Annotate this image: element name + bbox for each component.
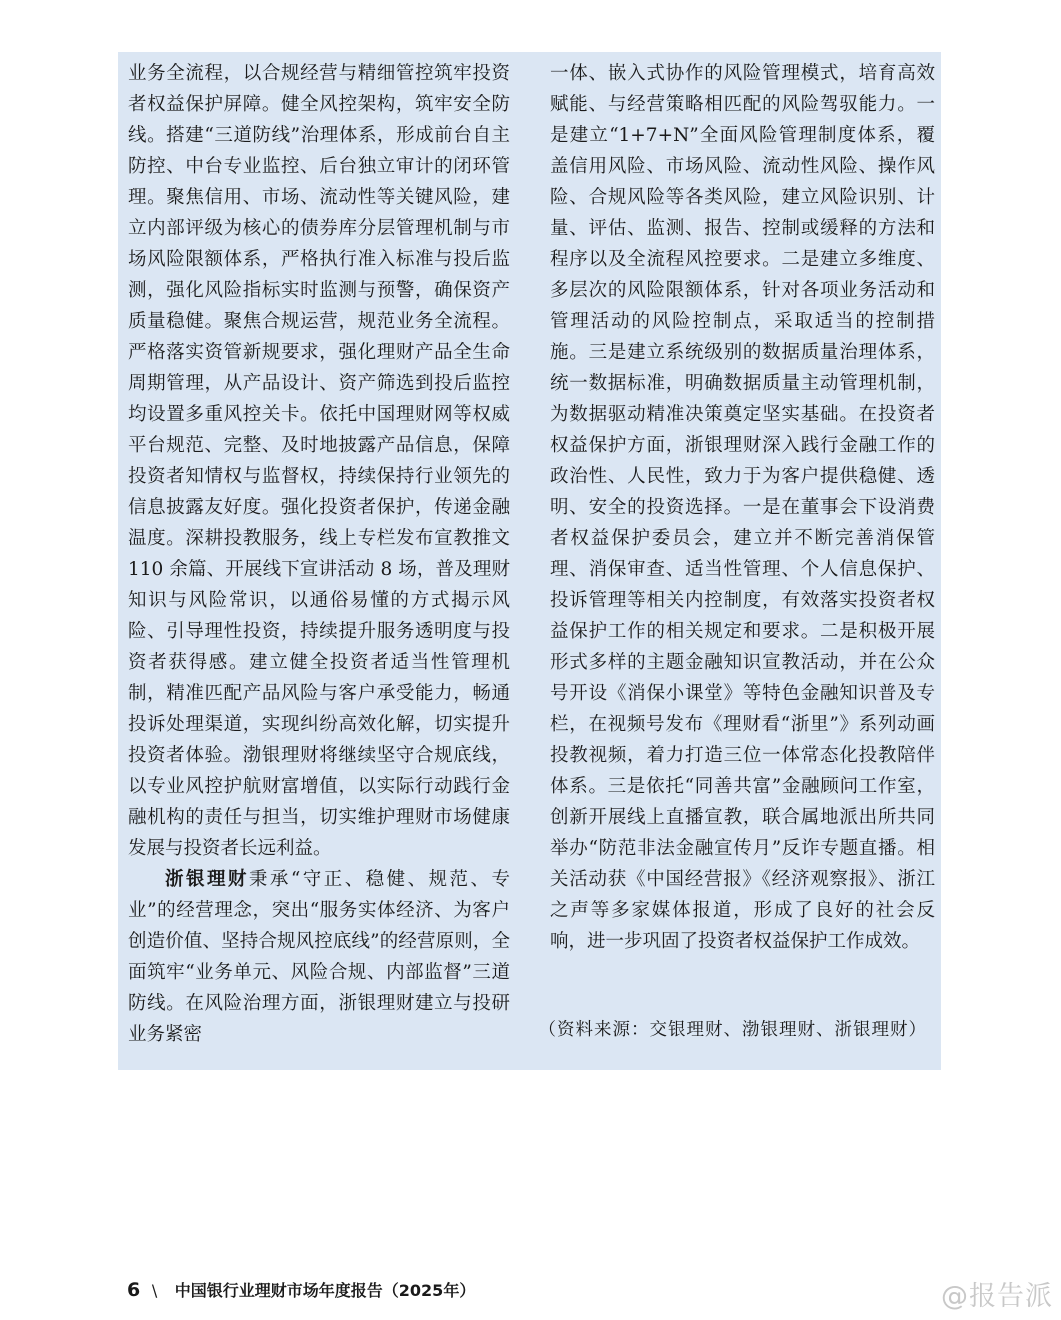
source-note: （资料来源：交银理财、渤银理财、浙银理财） (538, 1020, 927, 1040)
page-footer (127, 1278, 475, 1301)
footer-separator: \ (151, 1281, 158, 1300)
right-paragraph-1: 一体、嵌入式协作的风险管理模式，培育高效赋能、与经营策略相匹配的风险驾驭能力。一是建立“1+7+N”全面风险管理制度体系，覆盖信用风险、市场风险、流动性风险、操作风险、合规风险等各类风险，建立风险识别、计量、评估、监测、报告、控制或缓释的方法和程序以及全流程风控要求。二是建立多维度、多层次的风险限额体系，针对各项业务活动和管理活动的风险控制点，采取适当的控制措施。三是建立系统级别的数据质量治理体系，统一数据标准，明确数据质量主动管理机制，为数据驱动精准决策奠定坚实基础。在投资者权益保护方面，浙银理财深入践行金融工作的政治性、人民性，致力于为客户提供稳健、透明、安全的投资选择。一是在董事会下设消费者权益保护委员会，建立并不断完善消保管理、消保审查、适当性管理、个人信息保护、投诉管理等相关内控制度，有效落实投资者权益保护工作的相关规定和要求。二是积极开展形式多样的主题金融知识宣教活动，并在公众号开设《消保小课堂》等特色金融知识普及专栏，在视频号发布《理财看“浙里”》系列动画投教视频，着力打造三位一体常态化投教陪伴体系。三是依托“同善共富”金融顾问工作室，创新开展线上直播宣教，联合属地派出所共同举办“防范非法金融宣传月”反诈专题直播。相关活动获《中国经营报》《经济观察报》、浙江之声等多家媒体报道，形成了良好的社会反响，进一步巩固了投资者权益保护工作成效。 (550, 63, 935, 952)
content-box (118, 52, 941, 1070)
page-number: 6 (127, 1279, 141, 1301)
right-column (550, 58, 935, 957)
left-column (128, 58, 510, 1050)
report-title: 中国银行业理财市场年度报告（2025年） (174, 1281, 476, 1300)
left-paragraph-2 (128, 864, 510, 1050)
left-paragraph-1: 业务全流程，以合规经营与精细管控筑牢投资者权益保护屏障。健全风控架构，筑牢安全防线。搭建“三道防线”治理体系，形成前台自主防控、中台专业监控、后台独立审计的闭环管理。聚焦信用、市场、流动性等关键风险，建立内部评级为核心的债券库分层管理机制与市场风险限额体系，严格执行准入标准与投后监测，强化风险指标实时监测与预警，确保资产质量稳健。聚焦合规运营，规范业务全流程。严格落实资管新规要求，强化理财产品全生命周期管理，从产品设计、资产筛选到投后监控均设置多重风控关卡。依托中国理财网等权威平台规范、完整、及时地披露产品信息，保障投资者知情权与监督权，持续保持行业领先的信息披露友好度。强化投资者保护，传递金融温度。深耕投教服务，线上专栏发布宣教推文 110 余篇、开展线下宣讲活动 8 场，普及理财知识与风险常识，以通俗易懂的方式揭示风险、引导理性投资，持续提升服务透明度与投资者获得感。建立健全投资者适当性管理机制，精准匹配产品风险与客户承受能力，畅通投诉处理渠道，实现纠纷高效化解，切实提升投资者体验。渤银理财将继续坚守合规底线，以专业风控护航财富增值，以实际行动践行金融机构的责任与担当，切实维护理财市场健康发展与投资者长远利益。 (128, 63, 510, 859)
company-name-zheyin: 浙银理财 (165, 869, 249, 890)
watermark: @报告派 (941, 1281, 1053, 1312)
left-paragraph-2-text: 秉承“守正、稳健、规范、专业”的经营理念，突出“服务实体经济、为客户创造价值、坚持合规风控底线”的经营原则，全面筑牢“业务单元、风险合规、内部监督”三道防线。在风险治理方面，浙银理财建立与投研业务紧密 (128, 869, 510, 1045)
